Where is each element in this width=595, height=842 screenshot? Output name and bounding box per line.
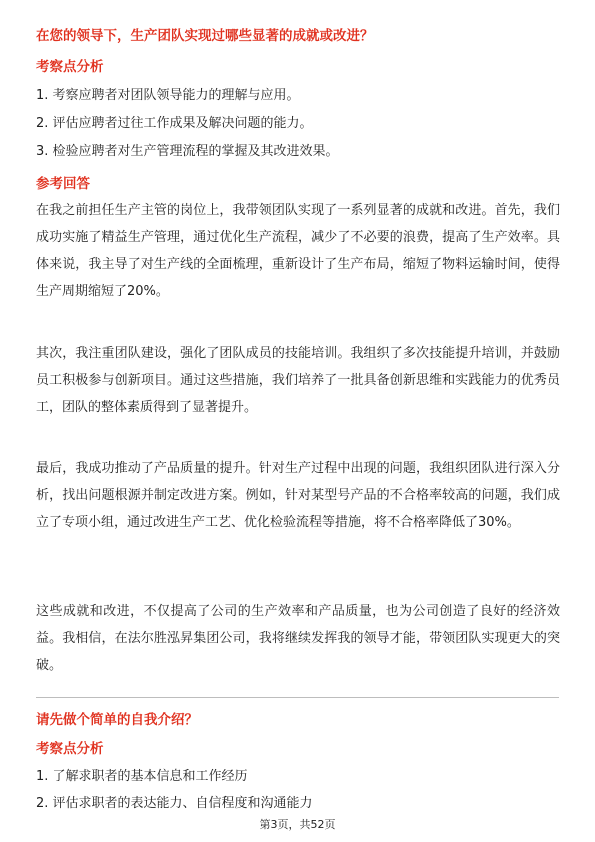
analysis-point: 1. 考察应聘者对团队领导能力的理解与应用。 <box>36 88 300 103</box>
answer-paragraph-2: 其次，我注重团队建设，强化了团队成员的技能培训。我组织了多次技能提升培训，并鼓励员工积极参与创新项目。通过这些措施，我们培养了一批具备创新思维和实践能力的优秀员工，团队的整体素质得到了显著提升。 <box>36 346 560 415</box>
page-number: 第3页，共52页 <box>259 818 336 831</box>
analysis-heading-2: 考察点分析 <box>36 741 104 757</box>
analysis-point: 1. 了解求职者的基本信息和工作经历 <box>36 769 248 784</box>
section-divider <box>36 697 559 698</box>
analysis-point: 2. 评估应聘者过往工作成果及解决问题的能力。 <box>36 116 313 131</box>
analysis-point: 3. 检验应聘者对生产管理流程的掌握及其改进效果。 <box>36 144 339 159</box>
analysis-point: 2. 评估求职者的表达能力、自信程度和沟通能力 <box>36 796 313 811</box>
analysis-heading-1: 考察点分析 <box>36 59 104 75</box>
answer-paragraph-1: 在我之前担任生产主管的岗位上，我带领团队实现了一系列显著的成就和改进。首先，我们成功实施了精益生产管理，通过优化生产流程，减少了不必要的浪费，提高了生产效率。具体来说，我主导了对生产线的全面梳理，重新设计了生产布局，缩短了物料运输时间，使得生产周期缩短了20%。 <box>36 203 560 299</box>
question-2-title: 请先做个简单的自我介绍？ <box>36 712 198 728</box>
answer-paragraph-4: 这些成就和改进，不仅提高了公司的生产效率和产品质量，也为公司创造了良好的经济效益。我相信，在法尔胜泓昇集团公司，我将继续发挥我的领导才能，带领团队实现更大的突破。 <box>36 604 560 673</box>
answer-heading: 参考回答 <box>36 176 90 192</box>
question-1-title: 在您的领导下，生产团队实现过哪些显著的成就或改进？ <box>36 28 374 44</box>
answer-paragraph-3: 最后，我成功推动了产品质量的提升。针对生产过程中出现的问题，我组织团队进行深入分析，找出问题根源并制定改进方案。例如，针对某型号产品的不合格率较高的问题，我们成立了专项小组，通过改进生产工艺、优化检验流程等措施，将不合格率降低了30%。 <box>36 461 560 530</box>
